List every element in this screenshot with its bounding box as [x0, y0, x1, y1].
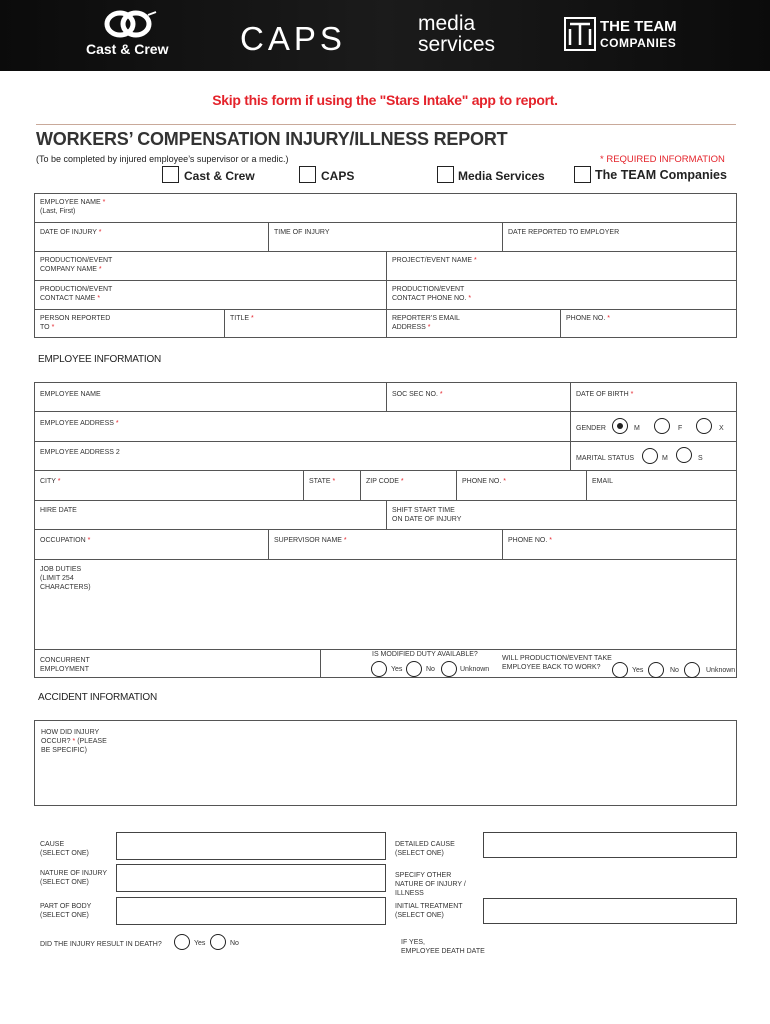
grid-line — [586, 470, 587, 500]
label: EMPLOYEE BACK TO WORK? — [502, 664, 601, 671]
initial-treatment-label — [395, 902, 463, 920]
label: PRODUCTION/EVENT — [40, 286, 113, 293]
tc-mark-icon — [564, 17, 596, 51]
form-subtitle: (To be completed by injured employee’s supervisor or a medic.) — [36, 154, 289, 164]
label: EMPLOYMENT — [40, 666, 90, 673]
initial-treatment-select[interactable] — [483, 898, 737, 924]
cause-select[interactable] — [116, 832, 386, 860]
gender-x-radio[interactable] — [696, 418, 712, 434]
production-contact-field[interactable] — [40, 285, 380, 307]
label: ADDRESS — [392, 324, 426, 331]
modified-duty-question: IS MODIFIED DUTY AVAILABLE? — [372, 651, 478, 658]
label: EMPLOYEE NAME — [40, 199, 101, 206]
marital-s-label: S — [698, 455, 703, 462]
modified-yes-label: Yes — [391, 666, 403, 673]
label: NATURE OF INJURY / — [395, 881, 466, 888]
label: EMPLOYEE DEATH DATE — [401, 948, 485, 955]
label: (Last, First) — [40, 208, 76, 215]
brand-banner — [0, 0, 770, 71]
label: EMAIL — [592, 478, 614, 485]
occupation-field[interactable] — [40, 536, 264, 556]
label: (SELECT ONE) — [40, 850, 89, 857]
label: PHONE NO. — [566, 315, 606, 322]
takeback-yes-label: Yes — [632, 667, 644, 674]
production-phone-field[interactable] — [392, 285, 732, 307]
label: STATE — [309, 478, 331, 485]
marital-m-label: M — [662, 455, 668, 462]
project-name-field[interactable] — [392, 256, 732, 278]
grid-line — [34, 222, 737, 223]
shift-start-field[interactable] — [392, 506, 732, 526]
part-of-body-label — [40, 902, 91, 920]
label: CITY — [40, 478, 56, 485]
takeback-yes-radio[interactable] — [612, 662, 628, 678]
label: PRODUCTION/EVENT — [392, 286, 465, 293]
soc-sec-field[interactable] — [392, 390, 564, 408]
required-note: * REQUIRED INFORMATION — [600, 154, 725, 165]
gender-f-radio[interactable] — [654, 418, 670, 434]
death-yes-label: Yes — [194, 940, 206, 947]
grid-line — [502, 529, 503, 559]
phone-field[interactable] — [462, 477, 582, 497]
label: ILLNESS — [395, 890, 424, 897]
label: JOB DUTIES — [40, 566, 82, 573]
required-mark: * — [549, 537, 552, 544]
takeback-no-radio[interactable] — [648, 662, 664, 678]
grid-line — [386, 500, 387, 529]
label: PHONE NO. — [462, 478, 502, 485]
required-mark: * — [630, 391, 634, 398]
required-mark: * — [98, 266, 102, 273]
how-injury-occurred-field[interactable] — [34, 720, 737, 806]
hire-date-field[interactable] — [40, 506, 380, 526]
label: EMPLOYEE NAME — [40, 391, 101, 398]
concurrent-employment-field[interactable] — [40, 656, 316, 676]
label: IF YES, — [401, 939, 425, 946]
castcrew-mark-icon — [98, 9, 158, 39]
supervisor-name-field[interactable] — [274, 536, 498, 556]
grid-line — [456, 470, 457, 500]
label: NATURE OF INJURY — [40, 870, 108, 877]
required-mark: * — [332, 478, 336, 485]
label: SPECIFY OTHER — [395, 872, 452, 879]
nature-of-injury-label — [40, 869, 107, 887]
modified-unknown-label: Unknown — [460, 666, 490, 673]
caps-option-label: CAPS — [321, 169, 355, 183]
label: DATE OF INJURY — [40, 229, 97, 236]
team-wordmark: THE TEAM — [600, 18, 677, 35]
label: EMPLOYEE ADDRESS 2 — [40, 449, 120, 456]
grid-line — [360, 470, 361, 500]
gender-f-label: F — [678, 425, 683, 432]
nature-of-injury-select[interactable] — [116, 864, 386, 892]
death-question: DID THE INJURY RESULT IN DEATH? — [40, 941, 162, 948]
label: SOC SEC NO. — [392, 391, 438, 398]
grid-line — [34, 441, 737, 442]
form-title: WORKERS’ COMPENSATION INJURY/ILLNESS REPORT — [36, 129, 508, 149]
castcrew-checkbox[interactable] — [162, 166, 179, 183]
castcrew-wordmark: Cast & Crew — [86, 41, 169, 57]
label: ZIP CODE — [366, 478, 399, 485]
city-field[interactable] — [40, 477, 298, 497]
label: WILL PRODUCTION/EVENT TAKE — [502, 655, 612, 662]
employee-address-2-field[interactable] — [40, 448, 560, 466]
required-mark: * — [97, 295, 101, 302]
gender-x-label: X — [719, 425, 724, 432]
accident-info-heading: ACCIDENT INFORMATION — [38, 692, 157, 703]
zip-field[interactable] — [366, 477, 452, 497]
label: (SELECT ONE) — [40, 912, 89, 919]
takeback-question — [502, 654, 612, 672]
label: (LIMIT 254 — [40, 575, 74, 582]
grid-line — [34, 411, 737, 412]
grid-line — [34, 529, 737, 530]
marital-m-radio[interactable] — [642, 448, 658, 464]
caps-checkbox[interactable] — [299, 166, 316, 183]
label: DATE OF BIRTH — [576, 391, 629, 398]
label: PROJECT/EVENT NAME — [392, 257, 472, 264]
modified-unknown-radio[interactable] — [441, 661, 457, 677]
grid-line — [502, 222, 503, 251]
modified-no-label: No — [426, 666, 435, 673]
time-of-injury-field[interactable] — [274, 228, 498, 248]
required-mark: * — [87, 537, 91, 544]
label: PART OF BODY — [40, 903, 92, 910]
gender-m-radio[interactable] — [612, 418, 628, 434]
caps-logo: CAPS — [240, 20, 346, 57]
media-wordmark: media — [418, 12, 476, 35]
state-field[interactable] — [309, 477, 357, 497]
death-no-radio[interactable] — [210, 934, 226, 950]
label: CHARACTERS) — [40, 584, 91, 591]
death-date-field[interactable] — [401, 938, 561, 958]
required-mark: * — [115, 420, 119, 427]
grid-line — [560, 309, 561, 338]
grid-line — [570, 382, 571, 470]
job-duties-field[interactable] — [40, 565, 730, 645]
takeback-unknown-radio[interactable] — [684, 662, 700, 678]
required-mark: * — [400, 478, 404, 485]
companies-wordmark: COMPANIES — [600, 36, 677, 50]
label: (SELECT ONE) — [395, 912, 444, 919]
label: TO — [40, 324, 50, 331]
part-of-body-select[interactable] — [116, 897, 386, 925]
required-mark: * — [102, 199, 106, 206]
takeback-no-label: No — [670, 667, 679, 674]
label: PRODUCTION/EVENT — [40, 257, 113, 264]
label: EMPLOYEE ADDRESS — [40, 420, 114, 427]
required-mark: * — [607, 315, 610, 322]
media-services-option-label: Media Services — [458, 169, 545, 183]
label: ON DATE OF INJURY — [392, 516, 462, 523]
gender-m-label: M — [634, 425, 640, 432]
label: CONCURRENT — [40, 657, 90, 664]
label: HOW DID INJURY — [41, 729, 100, 736]
label: CONTACT NAME — [40, 295, 96, 302]
required-mark: * — [473, 257, 477, 264]
modified-no-radio[interactable] — [406, 661, 422, 677]
team-companies-checkbox[interactable] — [574, 166, 591, 183]
label: TITLE — [230, 315, 250, 322]
dob-field[interactable] — [576, 390, 732, 408]
production-company-field[interactable] — [40, 256, 380, 278]
grid-line — [386, 251, 387, 338]
marital-status-label: MARITAL STATUS — [576, 455, 635, 462]
title-rule — [36, 124, 736, 125]
title-field[interactable] — [230, 314, 380, 336]
grid-line — [268, 529, 269, 559]
label: TIME OF INJURY — [274, 229, 330, 236]
skip-notice: Skip this form if using the "Stars Intake" app to report. — [212, 92, 558, 108]
label: PERSON REPORTED — [40, 315, 111, 322]
cause-label — [40, 840, 89, 858]
label: HIRE DATE — [40, 507, 77, 514]
label: INITIAL TREATMENT — [395, 903, 463, 910]
label: CONTACT PHONE NO. — [392, 295, 467, 302]
label: BE SPECIFIC) — [41, 747, 87, 754]
supervisor-phone-field[interactable] — [508, 536, 732, 556]
required-mark: * — [503, 478, 506, 485]
employee-name-2-field[interactable] — [40, 390, 380, 408]
label: CAUSE — [40, 841, 65, 848]
label: (PLEASE — [77, 738, 107, 745]
email-field[interactable] — [592, 477, 732, 497]
required-mark: * — [57, 478, 61, 485]
date-reported-field[interactable] — [508, 228, 732, 248]
modified-yes-radio[interactable] — [371, 661, 387, 677]
detailed-cause-label — [395, 840, 455, 858]
label: OCCUPATION — [40, 537, 86, 544]
employee-name-field[interactable] — [40, 198, 730, 220]
required-mark: * — [343, 537, 347, 544]
label: DETAILED CAUSE — [395, 841, 455, 848]
grid-line — [34, 559, 737, 560]
label: REPORTER’S EMAIL — [392, 315, 460, 322]
required-mark: * — [427, 324, 431, 331]
label: (SELECT ONE) — [395, 850, 444, 857]
death-no-label: No — [230, 940, 239, 947]
marital-s-radio[interactable] — [676, 447, 692, 463]
grid-line — [303, 470, 304, 500]
label: (SELECT ONE) — [40, 879, 89, 886]
date-of-injury-field[interactable] — [40, 228, 264, 248]
team-companies-option-label: The TEAM Companies — [595, 168, 727, 182]
castcrew-logo — [82, 9, 182, 61]
grid-line — [224, 309, 225, 338]
team-companies-logo — [564, 17, 694, 57]
required-mark: * — [51, 324, 55, 331]
label: DATE REPORTED TO EMPLOYER — [508, 229, 620, 236]
grid-line — [34, 470, 737, 471]
media-services-checkbox[interactable] — [437, 166, 454, 183]
death-yes-radio[interactable] — [174, 934, 190, 950]
grid-line — [268, 222, 269, 251]
services-wordmark: services — [418, 33, 496, 56]
employee-address-field[interactable] — [40, 419, 560, 437]
reporter-email-field[interactable] — [392, 314, 556, 336]
castcrew-option-label: Cast & Crew — [184, 169, 255, 183]
label: OCCUR? — [41, 738, 71, 745]
grid-line — [386, 382, 387, 411]
employee-info-heading: EMPLOYEE INFORMATION — [38, 354, 162, 365]
person-reported-field[interactable] — [40, 314, 220, 336]
required-mark: * — [468, 295, 472, 302]
gender-label: GENDER — [576, 425, 606, 432]
specify-other-label — [395, 871, 466, 898]
grid-line — [320, 649, 321, 678]
label: SUPERVISOR NAME — [274, 537, 342, 544]
detailed-cause-select[interactable] — [483, 832, 737, 858]
required-mark: * — [439, 391, 443, 398]
reporter-phone-field[interactable] — [566, 314, 732, 336]
label: PHONE NO. — [508, 537, 548, 544]
label: COMPANY NAME — [40, 266, 97, 273]
takeback-unknown-label: Unknown — [706, 667, 736, 674]
media-services-logo — [418, 14, 495, 56]
required-mark: * — [251, 315, 254, 322]
label: SHIFT START TIME — [392, 507, 455, 514]
required-mark: * — [98, 229, 102, 236]
required-mark: * — [72, 738, 76, 745]
